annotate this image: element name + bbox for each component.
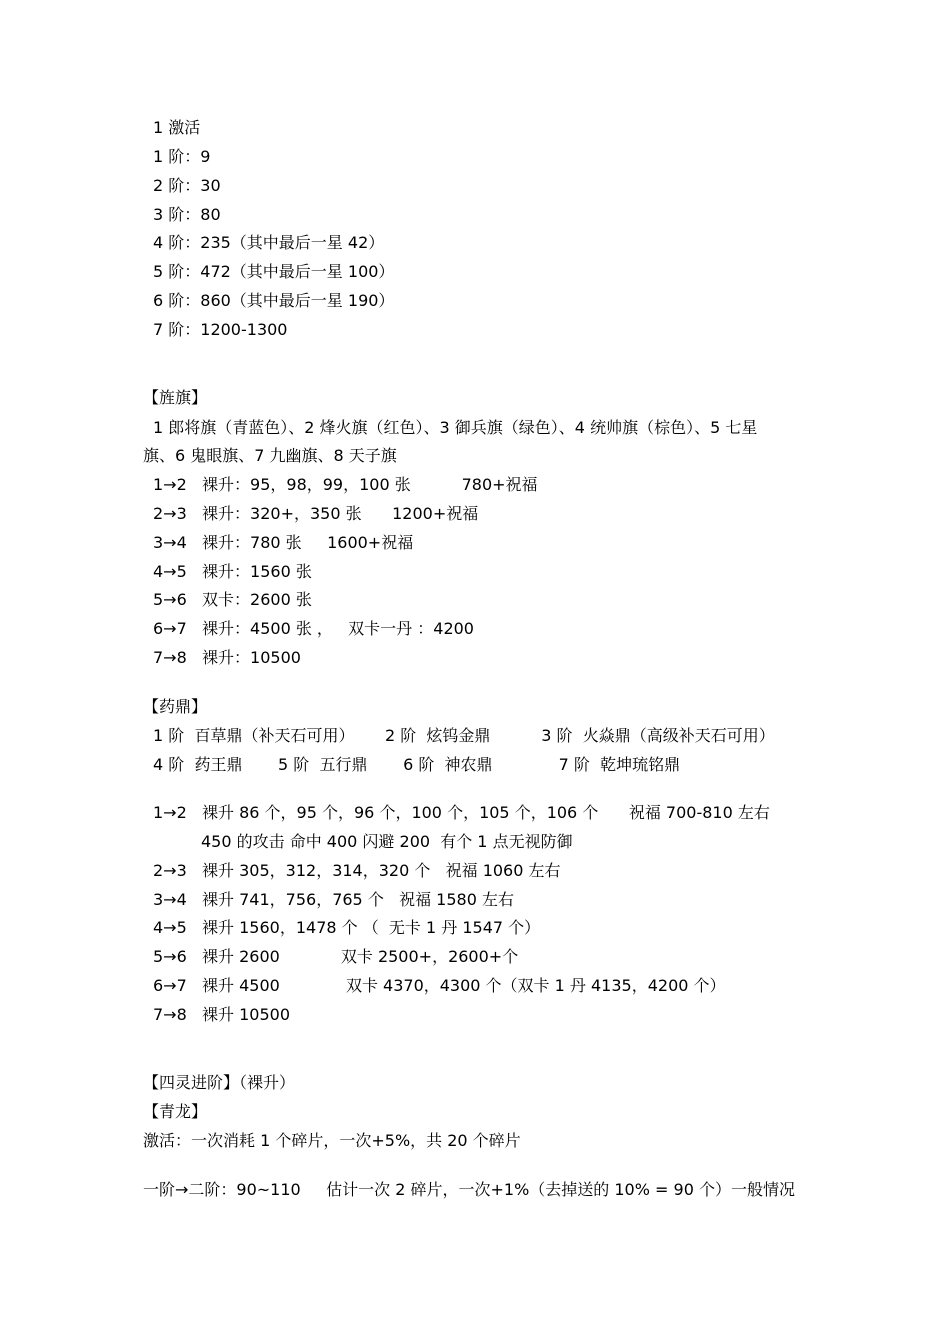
text-line: 3→4 裸升：780 张 1600+祝福 (153, 533, 414, 552)
text-line: 7→8 裸升 10500 (153, 1005, 291, 1024)
text-line: 1 阶 百草鼎（补天石可用） 2 阶 炫钨金鼎 3 阶 火焱鼎（高级补天石可用） (153, 726, 775, 745)
text-line: 1 激活 (153, 118, 201, 137)
text-line: 一阶→二阶：90~110 估计一次 2 碎片，一次+1%（去掉送的 10% = 90 个）一般情况 (143, 1180, 795, 1199)
text-line: 3 阶：80 (153, 205, 221, 224)
text-line: 6 阶：860（其中最后一星 190） (153, 291, 395, 310)
text-line: 1 阶：9 (153, 147, 211, 166)
text-line: 1→2 裸升 86 个，95 个，96 个，100 个，105 个，106 个 祝福 700-810 左右 (153, 803, 770, 822)
text-line: 2→3 裸升 305，312，314，320 个 祝福 1060 左右 (153, 861, 561, 880)
text-line: 1→2 裸升：95，98，99，100 张 780+祝福 (153, 475, 538, 494)
text-line: 2 阶：30 (153, 176, 221, 195)
text-line: 3→4 裸升 741，756，765 个 祝福 1580 左右 (153, 890, 514, 909)
text-line: 4→5 裸升：1560 张 (153, 562, 312, 581)
text-line: 1 郎将旗（青蓝色）、2 烽火旗（红色）、3 御兵旗（绿色）、4 统帅旗（棕色）、5 七星 (153, 418, 758, 437)
text-line: 5→6 裸升 2600 双卡 2500+，2600+个 (153, 947, 519, 966)
text-line: 4 阶 药王鼎 5 阶 五行鼎 6 阶 神农鼎 7 阶 乾坤琉铭鼎 (153, 755, 681, 774)
text-line: 7 阶：1200-1300 (153, 320, 288, 339)
text-line: 2→3 裸升：320+，350 张 1200+祝福 (153, 504, 479, 523)
text-line: 6→7 裸升：4500 张 ， 双卡一丹 ：4200 (153, 619, 474, 638)
text-line: 6→7 裸升 4500 双卡 4370，4300 个（双卡 1 丹 4135，4200 个） (153, 976, 726, 995)
text-line: 5→6 双卡：2600 张 (153, 590, 312, 609)
section-heading: 【四灵进阶】（裸升） (143, 1073, 296, 1092)
text-line: 4 阶：235（其中最后一星 42） (153, 233, 385, 252)
text-line: 激活：一次消耗 1 个碎片，一次+5%，共 20 个碎片 (143, 1131, 521, 1150)
text-line: 4→5 裸升 1560，1478 个 （ 无卡 1 丹 1547 个） (153, 918, 541, 937)
section-heading: 【旌旗】 (143, 388, 208, 407)
text-line: 7→8 裸升：10500 (153, 648, 301, 667)
section-heading: 【青龙】 (143, 1102, 208, 1121)
section-heading: 【药鼎】 (143, 697, 208, 716)
text-line: 5 阶：472（其中最后一星 100） (153, 262, 395, 281)
text-line: 450 的攻击 命中 400 闪避 200 有个 1 点无视防御 (201, 832, 573, 851)
text-line: 旗、6 鬼眼旗、7 九幽旗、8 天子旗 (143, 446, 397, 465)
